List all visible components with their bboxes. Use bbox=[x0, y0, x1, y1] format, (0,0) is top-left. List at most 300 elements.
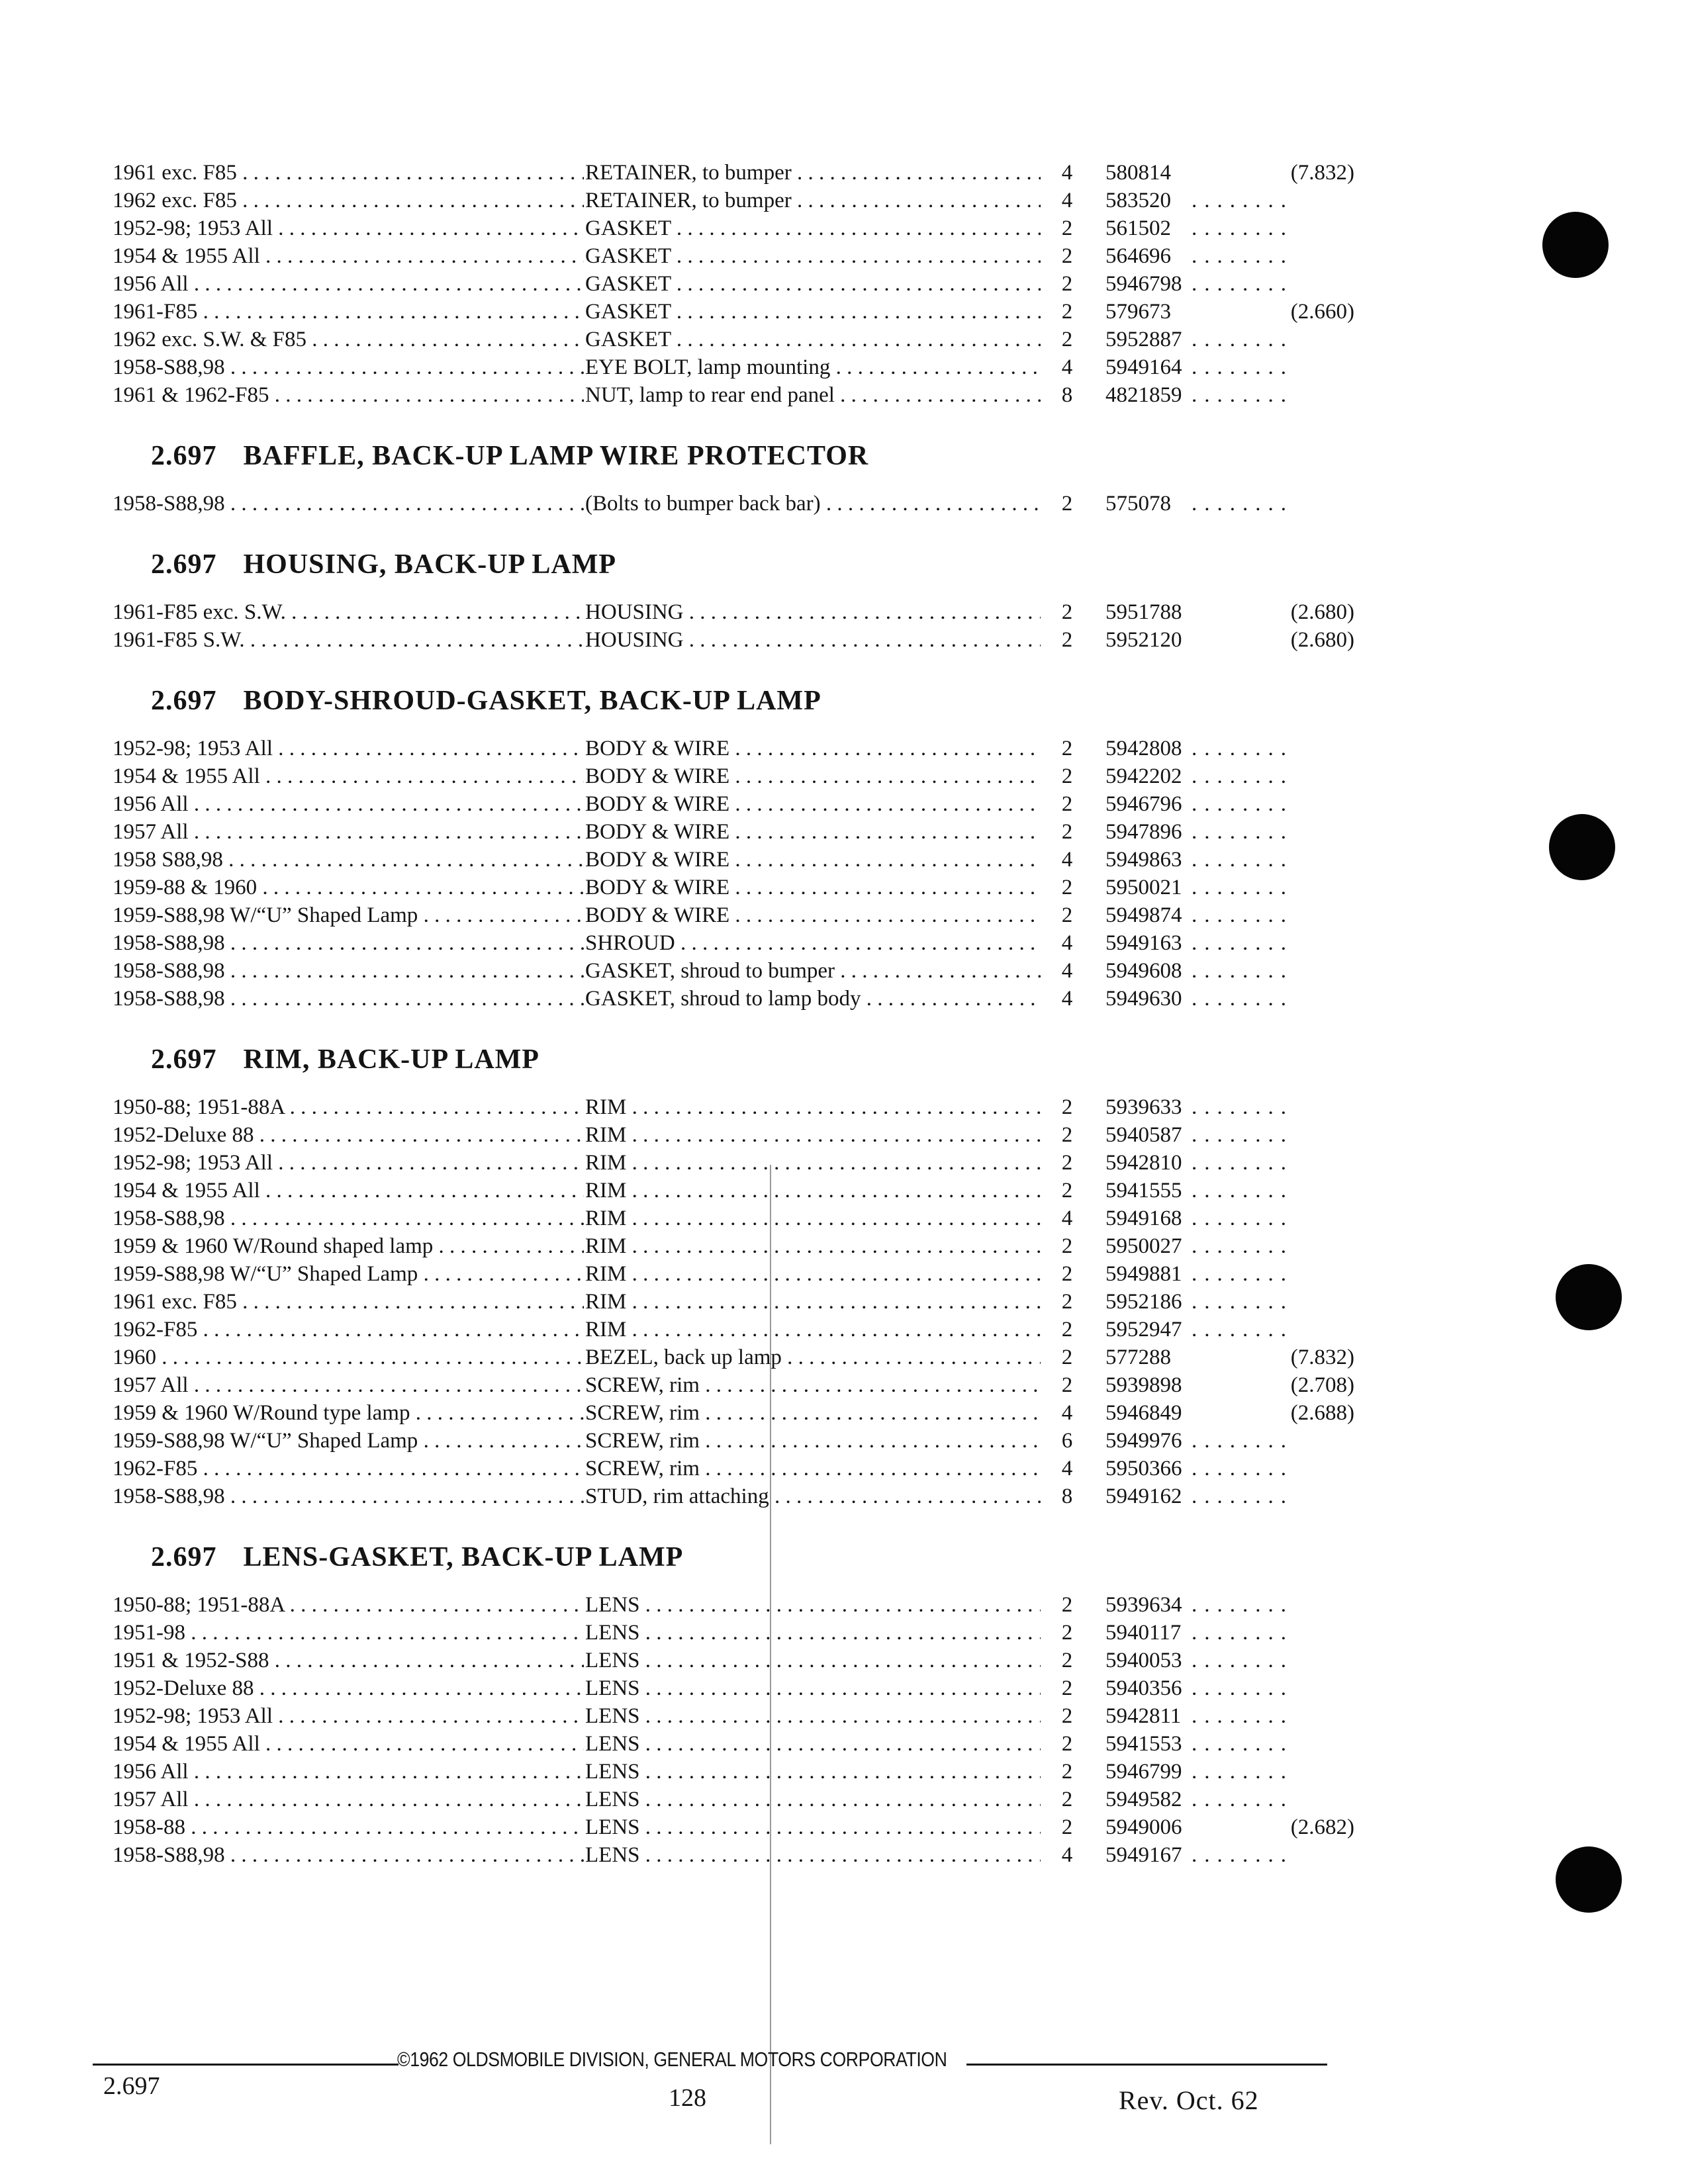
quantity: 8 bbox=[1061, 1484, 1073, 1508]
part-description: SCREW, rim . . . bbox=[584, 1371, 1041, 1399]
application: 1957 All . . . bbox=[113, 1371, 584, 1399]
quantity: 2 bbox=[1061, 1151, 1073, 1175]
part-number: 5951788 bbox=[1105, 600, 1182, 624]
quantity: 2 bbox=[1061, 1262, 1073, 1286]
parts-row bbox=[113, 818, 1357, 846]
section-code: 2.697 bbox=[151, 441, 217, 471]
parts-row bbox=[113, 353, 1357, 381]
parts-row bbox=[113, 242, 1357, 270]
parts-row bbox=[113, 1730, 1357, 1758]
part-number: 5947896 bbox=[1105, 820, 1182, 844]
part-number: 5950366 bbox=[1105, 1457, 1182, 1480]
application: 1962-F85 . . . bbox=[113, 1455, 584, 1482]
part-number: 583520 bbox=[1105, 189, 1171, 212]
reference-group: (2.680) bbox=[1290, 600, 1354, 624]
part-number: 5949162 bbox=[1105, 1484, 1182, 1508]
reference-group: ........ bbox=[1192, 876, 1293, 899]
quantity: 4 bbox=[1061, 959, 1073, 983]
part-description: BODY & WIRE . . . bbox=[584, 762, 1041, 790]
application: 1958-S88,98 . . . bbox=[113, 353, 584, 381]
application: 1958-S88,98 . . . bbox=[113, 1482, 584, 1510]
part-description: HOUSING . . . bbox=[584, 598, 1041, 626]
part-number: 5949167 bbox=[1105, 1843, 1182, 1867]
part-description: LENS . . . bbox=[584, 1702, 1041, 1730]
part-description: BODY & WIRE . . . bbox=[584, 735, 1041, 762]
part-number: 5952887 bbox=[1105, 328, 1182, 351]
quantity: 2 bbox=[1061, 1373, 1073, 1397]
reference-group: ........ bbox=[1192, 1704, 1293, 1728]
application: 1959-S88,98 W/“U” Shaped Lamp . . . bbox=[113, 901, 584, 929]
part-number: 5946849 bbox=[1105, 1401, 1182, 1425]
reference-group: ........ bbox=[1192, 1179, 1293, 1203]
reference-group: ........ bbox=[1192, 244, 1293, 268]
part-description: GASKET . . . bbox=[584, 214, 1041, 242]
part-number: 5949006 bbox=[1105, 1815, 1182, 1839]
part-number: 575078 bbox=[1105, 492, 1171, 516]
parts-section bbox=[113, 1043, 1357, 1510]
parts-row bbox=[113, 1482, 1357, 1510]
quantity: 2 bbox=[1061, 1760, 1073, 1784]
reference-group: ........ bbox=[1192, 189, 1293, 212]
application: 1961 & 1962-F85 . . . bbox=[113, 381, 584, 409]
application: 1957 All . . . bbox=[113, 818, 584, 846]
parts-row bbox=[113, 1427, 1357, 1455]
section-title: HOUSING, BACK-UP LAMP bbox=[243, 549, 617, 580]
application: 1958 S88,98 . . . bbox=[113, 846, 584, 874]
part-number: 5946799 bbox=[1105, 1760, 1182, 1784]
part-number: 5949881 bbox=[1105, 1262, 1182, 1286]
reference-group: ........ bbox=[1192, 272, 1293, 296]
application: 1956 All . . . bbox=[113, 790, 584, 818]
parts-row bbox=[113, 1786, 1357, 1813]
quantity: 4 bbox=[1061, 355, 1073, 379]
application: 1956 All . . . bbox=[113, 1758, 584, 1786]
part-description: BODY & WIRE . . . bbox=[584, 901, 1041, 929]
parts-row bbox=[113, 1813, 1357, 1841]
reference-group: ........ bbox=[1192, 1206, 1293, 1230]
reference-group: ........ bbox=[1192, 931, 1293, 955]
parts-row bbox=[113, 1205, 1357, 1232]
part-description: LENS . . . bbox=[584, 1786, 1041, 1813]
reference-group: ........ bbox=[1192, 1429, 1293, 1453]
binder-hole-3 bbox=[1556, 1264, 1622, 1330]
parts-row bbox=[113, 1758, 1357, 1786]
reference-group: ........ bbox=[1192, 492, 1293, 516]
quantity: 6 bbox=[1061, 1429, 1073, 1453]
reference-group: ........ bbox=[1192, 355, 1293, 379]
application: 1950-88; 1951-88A . . . bbox=[113, 1093, 584, 1121]
reference-group: ........ bbox=[1192, 1788, 1293, 1811]
part-number: 5941553 bbox=[1105, 1732, 1182, 1756]
parts-row bbox=[113, 1316, 1357, 1343]
part-description: LENS . . . bbox=[584, 1674, 1041, 1702]
parts-row bbox=[113, 1177, 1357, 1205]
parts-row bbox=[113, 187, 1357, 214]
application: 1954 & 1955 All . . . bbox=[113, 1177, 584, 1205]
quantity: 4 bbox=[1061, 189, 1073, 212]
part-description: HOUSING . . . bbox=[584, 626, 1041, 654]
part-description: RETAINER, to bumper . . . bbox=[584, 187, 1041, 214]
reference-group: ........ bbox=[1192, 848, 1293, 872]
quantity: 2 bbox=[1061, 1318, 1073, 1342]
application: 1958-88 . . . bbox=[113, 1813, 584, 1841]
parts-section bbox=[113, 684, 1357, 1013]
reference-group: (7.832) bbox=[1290, 161, 1354, 185]
part-description: BODY & WIRE . . . bbox=[584, 790, 1041, 818]
parts-row bbox=[113, 1371, 1357, 1399]
part-description: RIM . . . bbox=[584, 1093, 1041, 1121]
application: 1957 All . . . bbox=[113, 1786, 584, 1813]
parts-row bbox=[113, 1149, 1357, 1177]
quantity: 2 bbox=[1061, 492, 1073, 516]
part-number: 577288 bbox=[1105, 1345, 1171, 1369]
part-description: BODY & WIRE . . . bbox=[584, 818, 1041, 846]
part-description: LENS . . . bbox=[584, 1730, 1041, 1758]
quantity: 2 bbox=[1061, 1732, 1073, 1756]
binder-hole-4 bbox=[1556, 1846, 1622, 1913]
quantity: 2 bbox=[1061, 1704, 1073, 1728]
part-description: GASKET . . . bbox=[584, 242, 1041, 270]
binder-hole-1 bbox=[1542, 212, 1609, 278]
parts-row bbox=[113, 214, 1357, 242]
part-number: 5949608 bbox=[1105, 959, 1182, 983]
section-title: BAFFLE, BACK-UP LAMP WIRE PROTECTOR bbox=[243, 441, 869, 471]
reference-group: ........ bbox=[1192, 1095, 1293, 1119]
parts-row bbox=[113, 1399, 1357, 1427]
quantity: 2 bbox=[1061, 1649, 1073, 1672]
quantity: 2 bbox=[1061, 820, 1073, 844]
quantity: 4 bbox=[1061, 1843, 1073, 1867]
parts-row bbox=[113, 985, 1357, 1013]
reference-group: ........ bbox=[1192, 216, 1293, 240]
part-number: 5940587 bbox=[1105, 1123, 1182, 1147]
part-number: 5940356 bbox=[1105, 1676, 1182, 1700]
part-number: 5952947 bbox=[1105, 1318, 1182, 1342]
part-description: SCREW, rim . . . bbox=[584, 1427, 1041, 1455]
quantity: 2 bbox=[1061, 272, 1073, 296]
application: 1950-88; 1951-88A . . . bbox=[113, 1591, 584, 1619]
reference-group: ........ bbox=[1192, 903, 1293, 927]
part-description: (Bolts to bumper back bar) . . . bbox=[584, 490, 1041, 518]
reference-group: ........ bbox=[1192, 328, 1293, 351]
section-title: LENS-GASKET, BACK-UP LAMP bbox=[243, 1542, 684, 1572]
quantity: 2 bbox=[1061, 628, 1073, 652]
part-number: 579673 bbox=[1105, 300, 1171, 324]
parts-listing bbox=[113, 159, 1357, 1869]
section-heading bbox=[113, 548, 1357, 581]
quantity: 4 bbox=[1061, 1206, 1073, 1230]
reference-group: ........ bbox=[1192, 1318, 1293, 1342]
part-description: LENS . . . bbox=[584, 1591, 1041, 1619]
reference-group: ........ bbox=[1192, 1484, 1293, 1508]
reference-group: ........ bbox=[1192, 820, 1293, 844]
part-description: LENS . . . bbox=[584, 1813, 1041, 1841]
part-description: RIM . . . bbox=[584, 1260, 1041, 1288]
application: 1962 exc. F85 . . . bbox=[113, 187, 584, 214]
quantity: 2 bbox=[1061, 903, 1073, 927]
footer-section-code: 2.697 bbox=[103, 2072, 160, 2100]
part-number: 5940053 bbox=[1105, 1649, 1182, 1672]
parts-row bbox=[113, 1343, 1357, 1371]
part-description: GASKET, shroud to lamp body . . . bbox=[584, 985, 1041, 1013]
page-number: 128 bbox=[669, 2084, 706, 2112]
part-number: 5949976 bbox=[1105, 1429, 1182, 1453]
reference-group: ........ bbox=[1192, 959, 1293, 983]
part-description: BEZEL, back up lamp . . . bbox=[584, 1343, 1041, 1371]
reference-group: ........ bbox=[1192, 1732, 1293, 1756]
quantity: 2 bbox=[1061, 1179, 1073, 1203]
parts-row bbox=[113, 1647, 1357, 1674]
reference-group: ........ bbox=[1192, 1760, 1293, 1784]
part-description: GASKET . . . bbox=[584, 326, 1041, 353]
part-description: SCREW, rim . . . bbox=[584, 1399, 1041, 1427]
section-heading bbox=[113, 1541, 1357, 1574]
application: 1951 & 1952-S88 . . . bbox=[113, 1647, 584, 1674]
application: 1958-S88,98 . . . bbox=[113, 985, 584, 1013]
part-number: 5942811 bbox=[1105, 1704, 1182, 1728]
reference-group: (2.682) bbox=[1290, 1815, 1354, 1839]
reference-group: ........ bbox=[1192, 1843, 1293, 1867]
part-number: 5949582 bbox=[1105, 1788, 1182, 1811]
part-number: 580814 bbox=[1105, 161, 1171, 185]
part-number: 5952120 bbox=[1105, 628, 1182, 652]
parts-row bbox=[113, 790, 1357, 818]
parts-row bbox=[113, 1455, 1357, 1482]
parts-row bbox=[113, 846, 1357, 874]
parts-row bbox=[113, 874, 1357, 901]
application: 1962 exc. S.W. & F85 . . . bbox=[113, 326, 584, 353]
part-description: LENS . . . bbox=[584, 1841, 1041, 1869]
part-description: STUD, rim attaching . . . bbox=[584, 1482, 1041, 1510]
part-number: 5946798 bbox=[1105, 272, 1182, 296]
parts-row bbox=[113, 626, 1357, 654]
reference-group: ........ bbox=[1192, 1151, 1293, 1175]
parts-row bbox=[113, 735, 1357, 762]
binder-hole-2 bbox=[1549, 814, 1615, 880]
parts-row bbox=[113, 598, 1357, 626]
quantity: 2 bbox=[1061, 764, 1073, 788]
reference-group: ........ bbox=[1192, 1457, 1293, 1480]
reference-group: ........ bbox=[1192, 1621, 1293, 1645]
quantity: 2 bbox=[1061, 244, 1073, 268]
part-number: 5939634 bbox=[1105, 1593, 1182, 1617]
quantity: 2 bbox=[1061, 1234, 1073, 1258]
application: 1952-98; 1953 All . . . bbox=[113, 1702, 584, 1730]
reference-group: ........ bbox=[1192, 1593, 1293, 1617]
revision-date: Rev. Oct. 62 bbox=[1119, 2085, 1259, 2115]
quantity: 4 bbox=[1061, 848, 1073, 872]
section-heading bbox=[113, 1043, 1357, 1076]
part-description: LENS . . . bbox=[584, 1758, 1041, 1786]
application: 1961 exc. F85 . . . bbox=[113, 159, 584, 187]
quantity: 4 bbox=[1061, 987, 1073, 1011]
intro-rows bbox=[113, 159, 1357, 409]
part-description: RETAINER, to bumper . . . bbox=[584, 159, 1041, 187]
part-description: BODY & WIRE . . . bbox=[584, 874, 1041, 901]
quantity: 2 bbox=[1061, 1676, 1073, 1700]
part-number: 5949168 bbox=[1105, 1206, 1182, 1230]
part-description: GASKET, shroud to bumper . . . bbox=[584, 957, 1041, 985]
reference-group: (7.832) bbox=[1290, 1345, 1354, 1369]
quantity: 2 bbox=[1061, 792, 1073, 816]
quantity: 2 bbox=[1061, 1123, 1073, 1147]
application: 1958-S88,98 . . . bbox=[113, 1205, 584, 1232]
part-number: 5942202 bbox=[1105, 764, 1182, 788]
application: 1959 & 1960 W/Round type lamp . . . bbox=[113, 1399, 584, 1427]
parts-row bbox=[113, 1841, 1357, 1869]
application: 1952-98; 1953 All . . . bbox=[113, 735, 584, 762]
application: 1959-S88,98 W/“U” Shaped Lamp . . . bbox=[113, 1260, 584, 1288]
footer-rule-left bbox=[93, 2064, 399, 2066]
part-number: 5939633 bbox=[1105, 1095, 1182, 1119]
footer-rule-right bbox=[966, 2064, 1327, 2066]
part-description: GASKET . . . bbox=[584, 298, 1041, 326]
quantity: 2 bbox=[1061, 1290, 1073, 1314]
reference-group: ........ bbox=[1192, 764, 1293, 788]
reference-group: (2.688) bbox=[1290, 1401, 1354, 1425]
quantity: 2 bbox=[1061, 737, 1073, 760]
part-number: 5942808 bbox=[1105, 737, 1182, 760]
reference-group: ........ bbox=[1192, 1123, 1293, 1147]
part-description: LENS . . . bbox=[584, 1619, 1041, 1647]
parts-section bbox=[113, 439, 1357, 518]
quantity: 2 bbox=[1061, 216, 1073, 240]
part-description: SCREW, rim . . . bbox=[584, 1455, 1041, 1482]
quantity: 2 bbox=[1061, 1788, 1073, 1811]
section-heading bbox=[113, 684, 1357, 717]
application: 1959-88 & 1960 . . . bbox=[113, 874, 584, 901]
quantity: 4 bbox=[1061, 161, 1073, 185]
quantity: 2 bbox=[1061, 300, 1073, 324]
part-description: RIM . . . bbox=[584, 1316, 1041, 1343]
application: 1956 All . . . bbox=[113, 270, 584, 298]
application: 1954 & 1955 All . . . bbox=[113, 762, 584, 790]
application: 1961-F85 . . . bbox=[113, 298, 584, 326]
application: 1961-F85 S.W. . . . bbox=[113, 626, 584, 654]
quantity: 2 bbox=[1061, 1621, 1073, 1645]
application: 1958-S88,98 . . . bbox=[113, 1841, 584, 1869]
part-number: 5949164 bbox=[1105, 355, 1182, 379]
reference-group: ........ bbox=[1192, 1649, 1293, 1672]
part-description: RIM . . . bbox=[584, 1232, 1041, 1260]
reference-group: (2.660) bbox=[1290, 300, 1354, 324]
reference-group: (2.680) bbox=[1290, 628, 1354, 652]
section-heading bbox=[113, 439, 1357, 473]
reference-group: ........ bbox=[1192, 1676, 1293, 1700]
part-number: 5939898 bbox=[1105, 1373, 1182, 1397]
parts-row bbox=[113, 901, 1357, 929]
quantity: 2 bbox=[1061, 876, 1073, 899]
parts-section bbox=[113, 1541, 1357, 1869]
application: 1960 . . . bbox=[113, 1343, 584, 1371]
application: 1958-S88,98 . . . bbox=[113, 490, 584, 518]
application: 1952-98; 1953 All . . . bbox=[113, 1149, 584, 1177]
parts-row bbox=[113, 957, 1357, 985]
parts-row bbox=[113, 381, 1357, 409]
section-title: BODY-SHROUD-GASKET, BACK-UP LAMP bbox=[243, 686, 821, 716]
quantity: 4 bbox=[1061, 1457, 1073, 1480]
part-description: RIM . . . bbox=[584, 1177, 1041, 1205]
part-description: SHROUD . . . bbox=[584, 929, 1041, 957]
quantity: 4 bbox=[1061, 1401, 1073, 1425]
quantity: 4 bbox=[1061, 931, 1073, 955]
application: 1961 exc. F85 . . . bbox=[113, 1288, 584, 1316]
part-description: GASKET . . . bbox=[584, 270, 1041, 298]
copyright-notice: ©1962 OLDSMOBILE DIVISION, GENERAL MOTORS CORPORATION bbox=[397, 2048, 947, 2071]
part-number: 5946796 bbox=[1105, 792, 1182, 816]
parts-row bbox=[113, 1288, 1357, 1316]
part-number: 5949863 bbox=[1105, 848, 1182, 872]
part-number: 5950021 bbox=[1105, 876, 1182, 899]
application: 1954 & 1955 All . . . bbox=[113, 242, 584, 270]
parts-row bbox=[113, 1674, 1357, 1702]
reference-group: ........ bbox=[1192, 1290, 1293, 1314]
reference-group: ........ bbox=[1192, 987, 1293, 1011]
parts-row bbox=[113, 1121, 1357, 1149]
quantity: 2 bbox=[1061, 1345, 1073, 1369]
application: 1952-Deluxe 88 . . . bbox=[113, 1674, 584, 1702]
part-number: 5949630 bbox=[1105, 987, 1182, 1011]
part-description: LENS . . . bbox=[584, 1647, 1041, 1674]
section-code: 2.697 bbox=[151, 549, 217, 580]
part-number: 5952186 bbox=[1105, 1290, 1182, 1314]
application: 1959-S88,98 W/“U” Shaped Lamp . . . bbox=[113, 1427, 584, 1455]
part-number: 5949874 bbox=[1105, 903, 1182, 927]
part-description: RIM . . . bbox=[584, 1149, 1041, 1177]
parts-row bbox=[113, 270, 1357, 298]
reference-group: ........ bbox=[1192, 1262, 1293, 1286]
parts-row bbox=[113, 929, 1357, 957]
section-code: 2.697 bbox=[151, 686, 217, 716]
parts-section bbox=[113, 548, 1357, 654]
parts-row bbox=[113, 1619, 1357, 1647]
application: 1962-F85 . . . bbox=[113, 1316, 584, 1343]
parts-row bbox=[113, 490, 1357, 518]
part-description: RIM . . . bbox=[584, 1121, 1041, 1149]
reference-group: ........ bbox=[1192, 792, 1293, 816]
application: 1952-98; 1953 All . . . bbox=[113, 214, 584, 242]
parts-row bbox=[113, 1702, 1357, 1730]
part-number: 561502 bbox=[1105, 216, 1171, 240]
part-number: 5941555 bbox=[1105, 1179, 1182, 1203]
application: 1961-F85 exc. S.W. . . . bbox=[113, 598, 584, 626]
quantity: 2 bbox=[1061, 1095, 1073, 1119]
quantity: 2 bbox=[1061, 1815, 1073, 1839]
application: 1958-S88,98 . . . bbox=[113, 929, 584, 957]
application: 1951-98 . . . bbox=[113, 1619, 584, 1647]
part-number: 5950027 bbox=[1105, 1234, 1182, 1258]
parts-row bbox=[113, 1591, 1357, 1619]
parts-row bbox=[113, 159, 1357, 187]
part-description: NUT, lamp to rear end panel . . . bbox=[584, 381, 1041, 409]
application: 1954 & 1955 All . . . bbox=[113, 1730, 584, 1758]
parts-row bbox=[113, 762, 1357, 790]
quantity: 2 bbox=[1061, 328, 1073, 351]
reference-group: ........ bbox=[1192, 1234, 1293, 1258]
reference-group: ........ bbox=[1192, 737, 1293, 760]
section-code: 2.697 bbox=[151, 1044, 217, 1075]
part-description: RIM . . . bbox=[584, 1288, 1041, 1316]
parts-row bbox=[113, 1093, 1357, 1121]
section-code: 2.697 bbox=[151, 1542, 217, 1572]
parts-row bbox=[113, 326, 1357, 353]
part-number: 4821859 bbox=[1105, 383, 1182, 407]
section-title: RIM, BACK-UP LAMP bbox=[243, 1044, 539, 1075]
parts-row bbox=[113, 298, 1357, 326]
part-description: EYE BOLT, lamp mounting . . . bbox=[584, 353, 1041, 381]
part-number: 5942810 bbox=[1105, 1151, 1182, 1175]
application: 1952-Deluxe 88 . . . bbox=[113, 1121, 584, 1149]
